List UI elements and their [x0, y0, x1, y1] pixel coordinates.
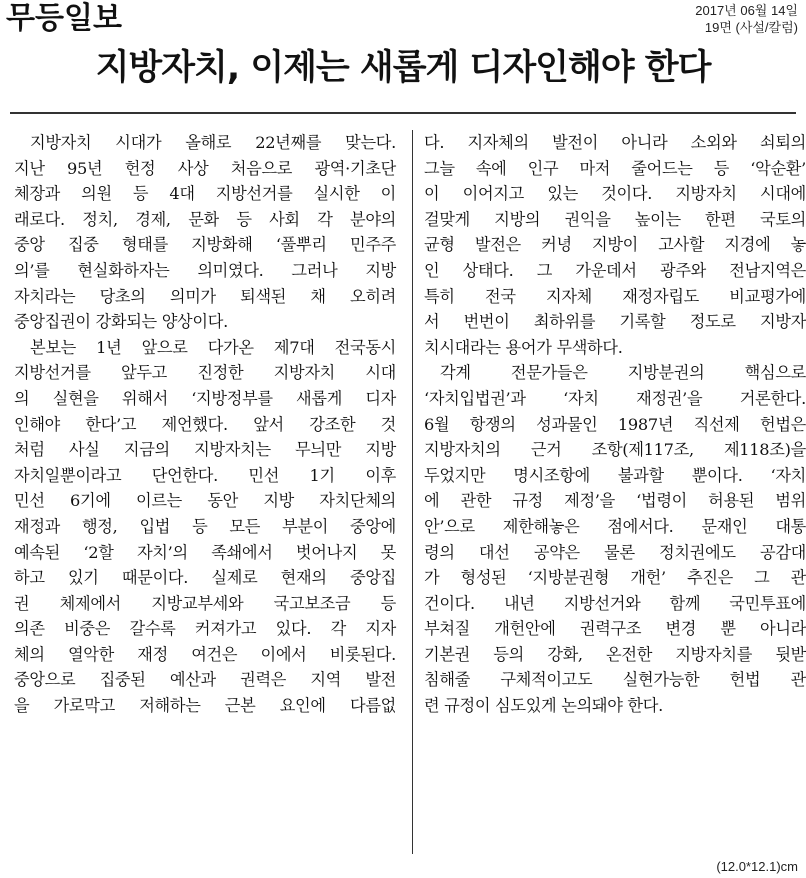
text-line: 지방선거를 앞두고 진정한 지방자치 시대	[14, 363, 396, 383]
article-body	[14, 130, 804, 850]
text-line: 자치일뿐이라고 단언한다. 민선 1기 이후	[14, 465, 396, 485]
text-line: 지방자치 시대가 올해로 22년째를 맞는다.	[30, 133, 396, 152]
text-line: 중앙집권이 강화되는 양상이다.	[14, 312, 228, 332]
text-line: 인 상태다. 그 가운데서 광주와 전남지역은	[424, 260, 806, 280]
text-line: 건이다. 내년 지방선거와 함께 국민투표에	[424, 593, 806, 613]
text-line: 민선 6기에 이르는 동안 지방 자치단체의	[14, 491, 396, 511]
text-line: 의 실현을 위해서 ‘지방정부를 새롭게 디자	[14, 388, 396, 408]
text-line: 안’으로 제한해놓은 점에서다. 문재인 대통	[424, 516, 806, 536]
text-line: ‘자치입법권’과 ‘자치 재정권’을 거론한다.	[424, 388, 806, 408]
text-line: 령의 대선 공약은 물론 정치권에도 공감대	[424, 542, 806, 562]
text-line: 지방자치의 근거 조항(제117조, 제118조)을	[424, 440, 806, 460]
text-line: 서 번번이 최하위를 기록할 정도로 지방자	[424, 312, 806, 332]
text-line: 중앙으로 집중된 예산과 권력은 지역 발전	[14, 670, 396, 690]
text-line: 각계 전문가들은 지방분권의 핵심으로	[440, 363, 806, 383]
text-line: 다. 지자체의 발전이 아니라 소외와 쇠퇴의	[424, 133, 806, 152]
text-line: 재정과 행정, 입법 등 모든 부분이 중앙에	[14, 516, 396, 536]
text-line: 중앙 집중 형태를 지방화해 ‘풀뿌리 민주주	[14, 235, 396, 255]
text-line: 부쳐질 개헌안에 권력구조 변경 뿐 아니라	[424, 619, 806, 639]
article-size-note: (12.0*12.1)cm	[716, 859, 798, 874]
text-line: 걸맞게 지방의 권익을 높이는 한편 국토의	[424, 209, 806, 229]
text-line: 을 가로막고 저해하는 근본 요인에 다름없	[14, 696, 396, 716]
text-line: 련 규정이 심도있게 논의돼야 한다.	[424, 696, 663, 716]
text-line: 이 이어지고 있는 것이다. 지방자치 시대에	[424, 184, 806, 204]
publication-date: 2017년 06월 14일	[695, 3, 798, 18]
text-line: 인해야 한다’고 제언했다. 앞서 강조한 것	[14, 414, 396, 434]
text-line: 침해줄 구체적이고도 실현가능한 헌법 관	[424, 670, 806, 690]
publication-meta	[695, 2, 798, 36]
headline-rule	[10, 112, 796, 114]
text-line: 두었지만 명시조항에 불과할 뿐이다. ‘자치	[424, 465, 806, 485]
text-line: 그늘 속에 인구 마저 줄어드는 등 ‘악순환’	[424, 158, 806, 178]
text-line: 하고 있기 때문이다. 실제로 현재의 중앙집	[14, 568, 396, 588]
page-section: 19면 (사설/칼럼)	[704, 20, 798, 35]
text-line: 특히 전국 지자체 재정자립도 비교평가에	[424, 286, 806, 306]
text-line: 균형 발전은 커녕 지방이 고사할 지경에 놓	[424, 235, 806, 255]
text-line: 지난 95년 헌정 사상 처음으로 광역·기초단	[14, 158, 396, 178]
text-line: 자치라는 당초의 의미가 퇴색된 채 오히려	[14, 286, 396, 306]
text-line: 기본권 등의 강화, 온전한 지방자치를 뒷받	[424, 644, 806, 664]
text-line: 의존 비중은 갈수록 커져가고 있다. 각 지자	[14, 619, 396, 639]
text-line: 래로다. 정치, 경제, 문화 등 사회 각 분야의	[14, 209, 396, 229]
column-divider	[412, 130, 413, 854]
text-line: 체의 열악한 재정 여건은 이에서 비롯된다.	[14, 644, 396, 664]
text-line: 가 형성된 ‘지방분권형 개헌’ 추진은 그 관	[424, 568, 806, 588]
article-column-left	[14, 130, 396, 719]
text-line: 의’를 현실화하자는 의미였다. 그러나 지방	[14, 260, 396, 280]
article-headline: 지방자치, 이제는 새롭게 디자인해야 한다	[95, 48, 711, 88]
text-line: 6월 항쟁의 성과물인 1987년 직선제 헌법은	[424, 414, 806, 434]
text-line: 본보는 1년 앞으로 다가온 제7대 전국동시	[30, 337, 396, 357]
text-line: 치시대라는 용어가 무색하다.	[424, 337, 623, 357]
text-line: 권 체제에서 지방교부세와 국고보조금 등	[14, 593, 396, 613]
text-line: 처럼 사실 지금의 지방자치는 무늬만 지방	[14, 440, 396, 460]
newspaper-masthead: 무등일보	[6, 1, 122, 36]
text-line: 체장과 의원 등 4대 지방선거를 실시한 이	[14, 184, 396, 204]
text-line: 예속된 ‘2할 자치’의 족쇄에서 벗어나지 못	[14, 542, 396, 562]
text-line: 에 관한 규정 제정’을 ‘법령이 허용된 범위	[424, 491, 806, 511]
article-column-right	[424, 130, 806, 719]
